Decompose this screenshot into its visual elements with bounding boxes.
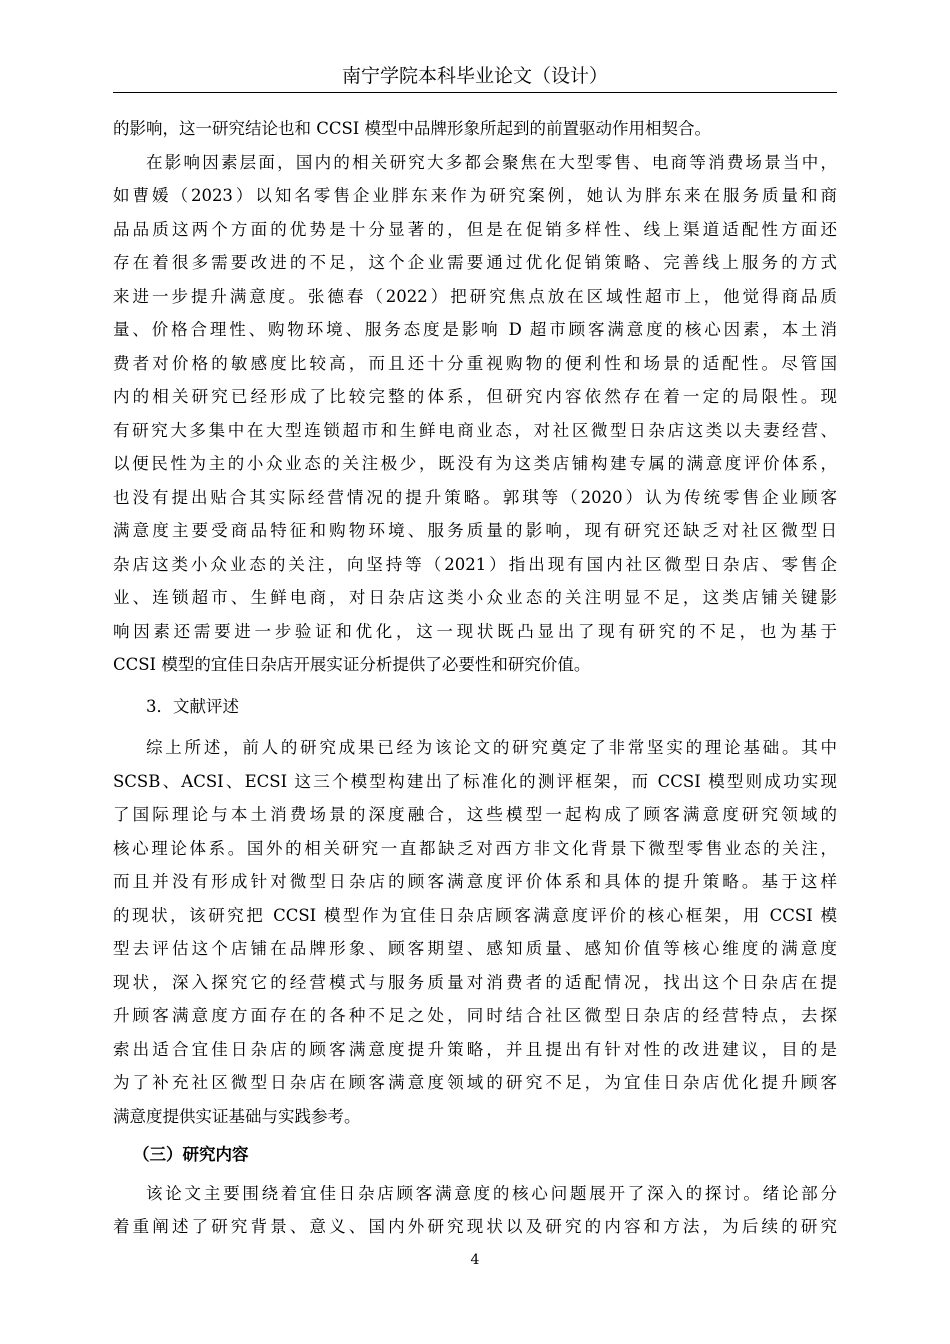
paragraph-line: 核心理论体系。国外的相关研究一直都缺乏对西方非文化背景下微型零售业态的关注， <box>113 838 837 858</box>
paragraph-line: 满意度提供实证基础与实践参考。 <box>113 1106 361 1126</box>
paragraph-line: 也没有提出贴合其实际经营情况的提升策略。郭琪等（2020）认为传统零售企业顾客 <box>113 487 837 507</box>
paragraph-line: 型去评估这个店铺在品牌形象、顾客期望、感知质量、感知价值等核心维度的满意度 <box>113 939 837 958</box>
paragraph-line: 以便民性为主的小众业态的关注极少，既没有为这类店铺构建专属的满意度评价体系， <box>113 454 837 473</box>
paragraph-line: 在影响因素层面，国内的相关研究大多都会聚焦在大型零售、电商等消费场景当中， <box>146 152 837 172</box>
paragraph-line: 综上所述，前人的研究成果已经为该论文的研究奠定了非常坚实的理论基础。其中 <box>146 738 837 757</box>
subsection-heading: （三）研究内容 <box>133 1145 249 1164</box>
running-header: 南宁学院本科毕业论文（设计） <box>341 65 608 87</box>
paragraph-line: 品品质这两个方面的优势是十分显著的，但是在促销多样性、线上渠道适配性方面还 <box>113 219 837 239</box>
paragraph-line: 来进一步提升满意度。张德春（2022）把研究焦点放在区域性超市上，他觉得商品质 <box>113 286 837 306</box>
paragraph-line: SCSB、ACSI、ECSI 这三个模型构建出了标准化的测评框架，而 CCSI 模型则成功实现 <box>113 771 837 791</box>
header-rule <box>113 92 837 93</box>
paragraph-line: 了国际理论与本土消费场景的深度融合，这些模型一起构成了顾客满意度研究领域的 <box>113 805 837 824</box>
body-text <box>113 112 837 1244</box>
paragraph-line: 的影响，这一研究结论也和 CCSI 模型中品牌形象所起到的前置驱动作用相契合。 <box>113 119 712 138</box>
paragraph-line: 为了补充社区微型日杂店在顾客满意度领域的研究不足，为宜佳日杂店优化提升顾客 <box>113 1073 837 1092</box>
section-heading: 3．文献评述 <box>146 696 239 716</box>
paragraph-line: 业、连锁超市、生鲜电商，对日杂店这类小众业态的关注明显不足，这类店铺关键影 <box>113 588 837 607</box>
paragraph-line: 内的相关研究已经形成了比较完整的体系，但研究内容依然存在着一定的局限性。现 <box>113 387 837 406</box>
paragraph-line: 如曹媛（2023）以知名零售企业胖东来作为研究案例，她认为胖东来在服务质量和商 <box>113 186 837 205</box>
paragraph-line: 的现状，该研究把 CCSI 模型作为宜佳日杂店顾客满意度评价的核心框架，用 CCSI 模 <box>113 905 837 925</box>
page-number: 4 <box>470 1252 480 1268</box>
paragraph-line: 着重阐述了研究背景、意义、国内外研究现状以及研究的内容和方法，为后续的研究 <box>113 1217 837 1236</box>
paragraph-line: 满意度主要受商品特征和购物环境、服务质量的影响，现有研究还缺乏对社区微型日 <box>113 521 837 540</box>
paragraph-line: 现状，深入探究它的经营模式与服务质量对消费者的适配情况，找出这个日杂店在提 <box>113 972 837 992</box>
paragraph-line: 费者对价格的敏感度比较高，而且还十分重视购物的便利性和场景的适配性。尽管国 <box>113 353 837 373</box>
paragraph-line: 该论文主要围绕着宜佳日杂店顾客满意度的核心问题展开了深入的探讨。绪论部分 <box>146 1183 837 1203</box>
paragraph-line: 响因素还需要进一步验证和优化，这一现状既凸显出了现有研究的不足，也为基于 <box>113 621 837 641</box>
paragraph-line: 有研究大多集中在大型连锁超市和生鲜电商业态，对社区微型日杂店这类以夫妻经营、 <box>113 420 837 440</box>
paragraph-line: 存在着很多需要改进的不足，这个企业需要通过优化促销策略、完善线上服务的方式 <box>113 253 837 272</box>
paragraph-line: 而且并没有形成针对微型日杂店的顾客满意度评价体系和具体的提升策略。基于这样 <box>113 872 837 891</box>
paragraph-line: CCSI 模型的宜佳日杂店开展实证分析提供了必要性和研究价值。 <box>113 655 591 674</box>
paragraph-line: 杂店这类小众业态的关注，向坚持等（2021）指出现有国内社区微型日杂店、零售企 <box>113 554 837 574</box>
paragraph-line: 升顾客满意度方面存在的各种不足之处，同时结合社区微型日杂店的经营特点，去探 <box>113 1006 837 1025</box>
paragraph-line: 索出适合宜佳日杂店的顾客满意度提升策略，并且提出有针对性的改进建议，目的是 <box>113 1039 837 1059</box>
paragraph-line: 量、价格合理性、购物环境、服务态度是影响 D 超市顾客满意度的核心因素，本土消 <box>113 320 837 339</box>
